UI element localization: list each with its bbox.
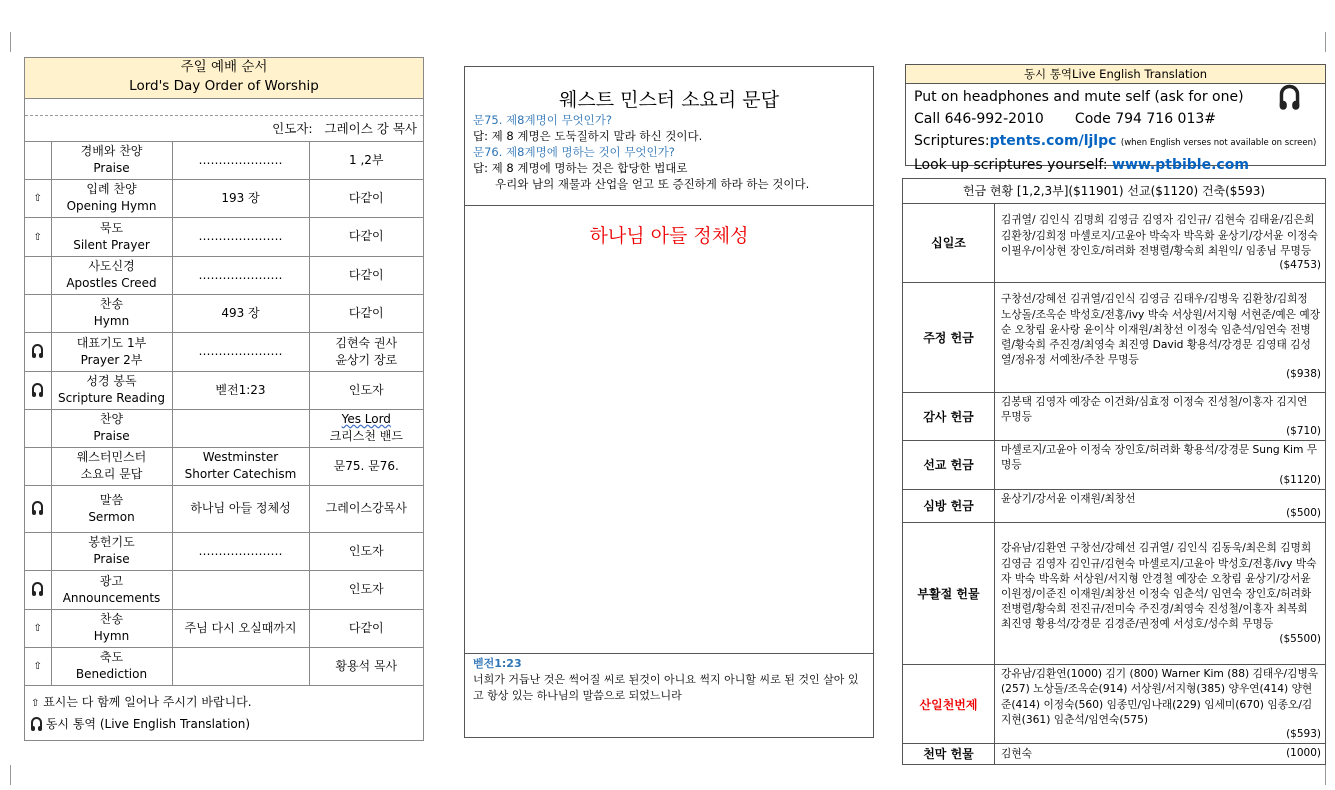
row-icon-cell xyxy=(25,570,51,609)
offering-names-cell xyxy=(995,392,1326,441)
order-footer xyxy=(25,686,423,740)
translation-panel xyxy=(905,64,1326,173)
row-name-ko: 축도 xyxy=(99,650,124,664)
scriptures-note: (when English verses not available on screen) xyxy=(1120,138,1317,148)
order-row xyxy=(25,256,423,294)
row-detail: ………………… xyxy=(198,543,283,558)
offering-category: 주정 헌금 xyxy=(903,282,995,392)
catechism-panel xyxy=(464,66,874,738)
order-row xyxy=(25,532,423,570)
row-name-cell xyxy=(51,142,172,179)
row-icon-cell xyxy=(25,371,51,409)
offering-category: 십일조 xyxy=(903,204,995,282)
offering-row xyxy=(903,744,1325,764)
verse-text: 너희가 거듭난 것은 썩어질 씨로 된것이 아니요 썩지 아니할 씨로 된 것인 살아 있고 항상 있는 하나님의 말씀으로 되었느니라 xyxy=(473,673,859,702)
answer-75: 답: 제 8 계명은 도둑질하지 말라 하신 것이다. xyxy=(473,129,703,143)
order-row xyxy=(25,332,423,371)
row-icon-cell xyxy=(25,647,51,685)
row-name-ko: 묵도 xyxy=(99,220,124,235)
row-name-en: Praise xyxy=(93,161,130,176)
row-detail-cell xyxy=(172,179,309,217)
offering-names: 윤상기/강서윤 이재원/최창선 xyxy=(1001,491,1136,505)
offerings-table xyxy=(903,204,1325,764)
row-name-en: Benediction xyxy=(75,667,148,681)
offerings-title: 헌금 현황 [1,2,3부]($11901) 선교($1120) 건축($593) xyxy=(903,179,1325,204)
offering-category: 산일천번제 xyxy=(903,665,995,744)
row-name-en: Praise xyxy=(93,429,130,443)
offering-category: 심방 헌금 xyxy=(903,489,995,522)
row-icon-cell xyxy=(25,217,51,256)
row-name-en: Sermon xyxy=(88,509,135,524)
row-detail-cell xyxy=(172,371,309,409)
headphones-icon xyxy=(32,582,43,593)
row-icon-cell xyxy=(25,179,51,217)
offering-row xyxy=(903,441,1325,490)
sermon-title: 하나님 아들 정체성 xyxy=(589,225,749,247)
row-leader: 1 ,2부 xyxy=(349,152,384,167)
row-name-en: Hymn xyxy=(93,629,130,643)
row-leader-cell xyxy=(309,256,423,294)
row-detail-cell xyxy=(172,647,309,685)
row-detail: 193 장 xyxy=(221,190,260,205)
row-detail: 493 장 xyxy=(221,305,260,320)
row-detail-cell xyxy=(172,570,309,609)
offering-amount: (1000) xyxy=(1286,747,1321,760)
row-name-ko: 말씀 xyxy=(99,492,124,507)
row-leader-cell xyxy=(309,570,423,609)
verse-reference: 벧전1:23 xyxy=(473,657,522,670)
row-icon-cell xyxy=(25,532,51,570)
row-name-en: Scripture Reading xyxy=(58,391,165,405)
row-leader: 다같이 xyxy=(348,305,384,320)
row-name-ko: 찬송 xyxy=(99,612,124,626)
order-row xyxy=(25,371,423,409)
row-name-cell xyxy=(51,447,172,485)
row-leader: 인도자 xyxy=(348,543,384,558)
divider xyxy=(465,653,873,654)
row-name-cell xyxy=(51,371,172,409)
headphones-icon xyxy=(32,344,43,355)
row-name-ko: 입례 찬양 xyxy=(86,182,137,196)
row-name-cell xyxy=(51,294,172,332)
headphones-icon xyxy=(32,383,43,394)
row-name-ko: 찬양 xyxy=(99,412,124,426)
divider xyxy=(465,205,873,206)
row-name-cell xyxy=(51,485,172,532)
row-name-ko: 봉헌기도 xyxy=(88,535,135,549)
row-name-cell xyxy=(51,609,172,647)
offering-row xyxy=(903,489,1325,522)
row-detail-cell xyxy=(172,332,309,371)
offering-row xyxy=(903,392,1325,441)
offering-category: 천막 헌물 xyxy=(903,744,995,764)
offering-amount: ($938) xyxy=(1286,368,1321,381)
offering-row xyxy=(903,282,1325,392)
offering-category: 부활절 헌물 xyxy=(903,523,995,665)
row-name-en: Apostles Creed xyxy=(66,276,157,290)
row-leader: 다같이 xyxy=(348,267,384,282)
order-row xyxy=(25,142,423,179)
order-row xyxy=(25,294,423,332)
row-name-cell xyxy=(51,532,172,570)
row-name-cell xyxy=(51,647,172,685)
answer-76: 답: 제 8 계명에 명하는 것은 합당한 법대로 xyxy=(473,161,688,175)
order-row xyxy=(25,179,423,217)
crop-mark xyxy=(10,32,11,52)
row-leader-cell xyxy=(309,371,423,409)
order-header xyxy=(25,58,423,99)
row-name-cell xyxy=(51,332,172,371)
order-row xyxy=(25,217,423,256)
call-code: Code 794 716 013# xyxy=(1074,111,1217,127)
offering-amount: ($710) xyxy=(1286,424,1321,437)
offerings-panel xyxy=(902,178,1326,765)
row-icon-cell xyxy=(25,409,51,447)
row-icon-cell xyxy=(25,332,51,371)
row-leader-cell xyxy=(309,532,423,570)
order-row xyxy=(25,447,423,485)
offering-amount: ($500) xyxy=(1286,506,1321,519)
spacer xyxy=(25,99,423,116)
row-leader-2: 윤상기 장로 xyxy=(335,352,398,367)
offering-names: 구창선/강혜선 김귀열/김인식 김영금 김태우/김병욱 김환창/김희정 노상돌/조옥순 박성호/전홍/ivy 박숙 서상원/서지형 서현준/예은 예장순 오창림 윤사랑 윤이삭 이재원/최창선 이정숙 임춘석/임연숙 전병렬/황숙희 주진경/최영숙 최진영 David 황용석/강경문 김영태 김성열/정유정 서예찬/주찬 무명등 xyxy=(1001,292,1321,367)
row-leader: 그레이스강목사 xyxy=(325,501,407,515)
row-icon-cell xyxy=(25,142,51,179)
row-leader-cell xyxy=(309,294,423,332)
offering-names-cell xyxy=(995,665,1326,744)
order-row xyxy=(25,409,423,447)
crop-mark xyxy=(10,765,11,785)
row-icon-cell xyxy=(25,485,51,532)
row-detail: ………………… xyxy=(198,344,283,358)
order-title-ko: 주일 예배 순서 xyxy=(180,59,268,75)
lookup-label: Look up scriptures yourself: xyxy=(914,157,1108,173)
order-of-worship-panel xyxy=(24,57,424,741)
stand-arrow-icon: ⇧ xyxy=(33,193,42,204)
row-leader: 인도자 xyxy=(348,582,384,596)
row-name-en: Silent Prayer xyxy=(73,237,150,252)
row-detail-2: Shorter Catechism xyxy=(184,467,297,481)
row-detail: 하나님 아들 정체성 xyxy=(190,501,291,515)
scripture-box xyxy=(473,656,865,704)
row-leader-cell xyxy=(309,485,423,532)
row-detail-cell xyxy=(172,256,309,294)
stand-arrow-icon: ⇧ xyxy=(33,231,42,243)
row-icon-cell xyxy=(25,256,51,294)
crop-mark xyxy=(1325,765,1326,785)
stand-arrow-icon: ⇧ xyxy=(31,697,40,709)
offering-row xyxy=(903,523,1325,665)
row-icon-cell xyxy=(25,609,51,647)
offering-amount: ($4753) xyxy=(1279,258,1321,271)
row-leader-cell xyxy=(309,142,423,179)
row-detail-cell xyxy=(172,447,309,485)
row-name-en: Opening Hymn xyxy=(66,199,157,213)
row-leader-cell xyxy=(309,447,423,485)
row-leader: 다같이 xyxy=(348,620,384,635)
row-detail-cell xyxy=(172,409,309,447)
row-leader-2: 크리스천 밴드 xyxy=(329,429,403,443)
offering-category: 감사 헌금 xyxy=(903,392,995,441)
row-name-cell xyxy=(51,217,172,256)
leader-label: 인도자: xyxy=(272,121,313,136)
offering-names: 마셀로지/고윤아 이정숙 장인호/허려화 황용석/강경문 Sung Kim 무명등 xyxy=(1001,443,1318,472)
row-name-ko: 대표기도 1부 xyxy=(76,335,147,350)
row-name-en: Praise xyxy=(93,552,130,566)
order-row xyxy=(25,647,423,685)
offering-names-cell xyxy=(995,204,1326,282)
row-leader: 문75. 문76. xyxy=(333,458,399,473)
catechism-title: 웨스트 민스터 소요리 문답 xyxy=(558,89,779,111)
offering-names-cell xyxy=(995,441,1326,490)
row-leader: 인도자 xyxy=(348,382,384,397)
stand-arrow-icon: ⇧ xyxy=(33,661,42,672)
offering-amount: ($593) xyxy=(1286,727,1321,740)
row-leader-cell xyxy=(309,647,423,685)
order-row xyxy=(25,485,423,532)
row-name-ko: 찬송 xyxy=(99,297,124,311)
lookup-link[interactable]: www.ptbible.com xyxy=(1112,157,1249,173)
translation-bar: 동시 통역Live English Translation xyxy=(906,65,1325,84)
row-name-en: Hymn xyxy=(93,314,130,328)
scriptures-link[interactable]: ptents.com/ljlpc xyxy=(989,133,1117,149)
row-name-en: Prayer 2부 xyxy=(80,352,143,367)
offering-category: 선교 헌금 xyxy=(903,441,995,490)
headphones-icon xyxy=(32,501,43,512)
row-leader-cell xyxy=(309,217,423,256)
offering-names: 김현숙 xyxy=(1001,747,1032,761)
row-detail: ………………… xyxy=(198,267,283,282)
translation-instruction: Put on headphones and mute self (ask for one) xyxy=(914,89,1244,105)
leader-name: 그레이스 강 목사 xyxy=(324,121,417,136)
offering-names: 김봉택 김영자 예장순 이건화/심효정 이정숙 진성철/이홍자 김지연 무명등 xyxy=(1001,394,1308,423)
offering-amount: ($5500) xyxy=(1279,632,1321,645)
row-detail: ………………… xyxy=(198,152,283,167)
row-leader-cell xyxy=(309,609,423,647)
row-detail: 주님 다시 오실때까지 xyxy=(184,620,297,635)
row-leader: Yes Lord xyxy=(341,412,391,426)
offering-names: 강유남/김환연(1000) 김기 (800) Warner Kim (88) 김태우/김병욱(257) 노상돌/조옥순(914) 서상원/서지형(385) 양우연(414) 양현준(414) 이정숙(560) 임종민/임나래(229) 임세미(670) 임종오/김지현(361) 임춘석/임연숙(575) xyxy=(1001,667,1319,726)
row-detail-cell xyxy=(172,532,309,570)
answer-76-cont: 우리와 남의 재물과 산업을 얻고 또 증진하게 하라 하는 것이다. xyxy=(495,177,810,191)
row-leader-cell xyxy=(309,332,423,371)
row-name-ko: 성경 봉독 xyxy=(86,374,137,388)
order-table xyxy=(25,142,423,686)
order-title-en: Lord's Day Order of Worship xyxy=(129,78,319,94)
call-number: Call 646-992-2010 xyxy=(914,111,1044,127)
question-76: 문76. 제8계명에 명하는 것이 무엇인가? xyxy=(473,145,675,159)
row-detail-cell xyxy=(172,485,309,532)
order-row xyxy=(25,609,423,647)
row-detail: ………………… xyxy=(198,229,283,243)
row-name-cell xyxy=(51,409,172,447)
row-name-cell xyxy=(51,570,172,609)
row-leader-cell xyxy=(309,179,423,217)
offering-names: 김귀열/ 김인식 김명희 김영금 김영자 김인규/ 김현숙 김태윤/김은희 김환창/김희정 마셀로지/고윤아 박숙자 박옥화 윤상기/강서윤 이정숙 이필우/이상현 장인호/허려화 전병렬/황숙희 최원익/ 임종님 무명등 xyxy=(1001,213,1318,257)
row-leader: 김현숙 권사 xyxy=(335,335,398,350)
row-detail-cell xyxy=(172,294,309,332)
offering-row xyxy=(903,204,1325,282)
row-name-cell xyxy=(51,179,172,217)
headphones-icon xyxy=(1280,85,1300,105)
order-row xyxy=(25,570,423,609)
offering-names: 강유남/김환연 구창선/강혜선 김귀열/ 김인식 김동욱/최은희 김명희 김영금 김영자 김인규/김현숙 마셀로지/고윤아 박성호/전홍/ivy 박숙자 박숙 박옥화 서상원/서지형 안경철 예장순 오창림 윤상기/강서윤 이원정/이준진 이재원/최창선 이정숙 임춘석/ 임연숙 장인호/허려화 전병렬/황숙희 전진규/전미숙 주진경/최영숙 진성철/이홍자 최복희 최진영 황용석/강경문 김경준/권정예 서성호/성수희 무명등 xyxy=(1001,541,1317,631)
row-name-en: Announcements xyxy=(62,590,161,605)
offering-names-cell xyxy=(995,523,1326,665)
headphones-icon xyxy=(31,717,42,728)
row-leader-cell xyxy=(309,409,423,447)
row-name-en: 소요리 문답 xyxy=(80,467,143,481)
offering-names-cell xyxy=(995,489,1326,522)
row-detail-cell xyxy=(172,609,309,647)
row-icon-cell xyxy=(25,447,51,485)
offering-amount: ($1120) xyxy=(1279,473,1321,486)
stand-arrow-icon: ⇧ xyxy=(33,623,42,634)
row-detail-cell xyxy=(172,217,309,256)
row-name-cell xyxy=(51,256,172,294)
offering-names-cell xyxy=(995,744,1326,764)
leader-row xyxy=(25,116,423,142)
row-name-ko: 웨스터민스터 xyxy=(76,450,147,464)
row-detail-cell xyxy=(172,142,309,179)
row-icon-cell xyxy=(25,294,51,332)
offering-row xyxy=(903,665,1325,744)
catechism-qa xyxy=(465,112,873,192)
scriptures-label: Scriptures: xyxy=(914,133,990,149)
question-75: 문75. 제8계명이 무엇인가? xyxy=(473,113,613,127)
row-leader: 다같이 xyxy=(348,229,384,243)
row-detail: Westminster xyxy=(202,450,279,464)
row-name-ko: 경배와 찬양 xyxy=(80,144,143,159)
row-leader: 다같이 xyxy=(348,190,384,205)
row-name-ko: 광고 xyxy=(99,573,124,588)
stand-note: 표시는 다 함께 일어나 주시기 바랍니다. xyxy=(43,694,252,709)
offering-names-cell xyxy=(995,282,1326,392)
crop-mark xyxy=(1325,32,1326,52)
translation-note: 동시 통역 (Live English Translation) xyxy=(45,716,251,731)
row-leader: 황용석 목사 xyxy=(335,658,398,673)
row-detail: 벧전1:23 xyxy=(215,382,266,397)
row-name-ko: 사도신경 xyxy=(88,259,135,273)
